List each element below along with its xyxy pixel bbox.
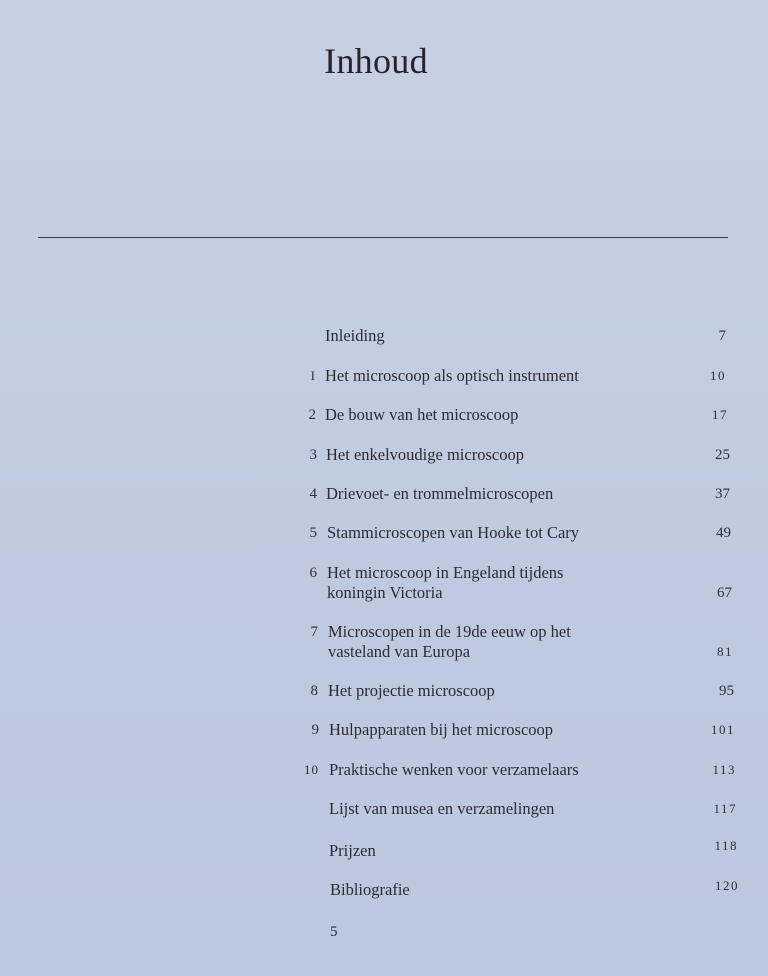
folio-page-number: 5 xyxy=(330,924,338,940)
entry-title: Praktische wenken voor verzamelaars xyxy=(329,760,579,779)
page-number: 37 xyxy=(715,486,730,502)
entry-title: Hulpapparaten bij het microscoop xyxy=(329,720,554,739)
page-number: 120 xyxy=(715,878,739,893)
chapter-number: 10 xyxy=(304,762,319,777)
entry-title: Inleiding xyxy=(325,326,385,345)
page-number: 95 xyxy=(719,683,734,699)
entry-title-line-1: Het microscoop in Engeland tijdens xyxy=(327,563,564,582)
entry-title: Stammicroscopen van Hooke tot Cary xyxy=(327,523,580,542)
entry-title-line-2: koningin Victoria xyxy=(327,583,443,602)
chapter-number: 6 xyxy=(309,565,317,581)
entry-title: Bibliografie xyxy=(330,880,410,899)
chapter-number: 7 xyxy=(310,624,318,640)
page-number: 25 xyxy=(715,447,730,463)
page-number: 67 xyxy=(717,585,732,601)
chapter-number: I xyxy=(310,368,316,383)
entry-title: Drievoet- en trommelmicroscopen xyxy=(326,484,554,503)
chapter-number: 2 xyxy=(308,407,316,423)
page-number: 117 xyxy=(713,801,737,816)
entry-title: Het microscoop als optisch instrument xyxy=(325,366,579,385)
entry-title: De bouw van het microscoop xyxy=(325,405,519,424)
chapter-number: 4 xyxy=(309,486,317,502)
entry-title-line-1: Microscopen in de 19de eeuw op het xyxy=(328,622,571,641)
page-number: 113 xyxy=(712,762,736,777)
chapter-number: 3 xyxy=(309,447,317,463)
page-number: 49 xyxy=(716,525,731,541)
entry-title-line-2: vasteland van Europa xyxy=(328,642,471,661)
entry-title: Lijst van musea en verzamelingen xyxy=(329,799,555,818)
page-number: 81 xyxy=(717,644,733,659)
chapter-number: 5 xyxy=(309,525,317,541)
entry-title: Prijzen xyxy=(329,841,376,860)
entry-title: Het projectie microscoop xyxy=(328,681,495,700)
page-number: 17 xyxy=(712,407,728,422)
entry-title: Het enkelvoudige microscoop xyxy=(326,445,524,464)
page-number: 10 xyxy=(710,368,726,383)
chapter-number: 8 xyxy=(310,683,318,699)
page-number: 101 xyxy=(711,722,735,737)
page-number: 118 xyxy=(714,838,738,853)
chapter-number: 9 xyxy=(311,722,319,738)
page-title: Inhoud xyxy=(324,41,428,81)
page-number: 7 xyxy=(718,328,726,344)
